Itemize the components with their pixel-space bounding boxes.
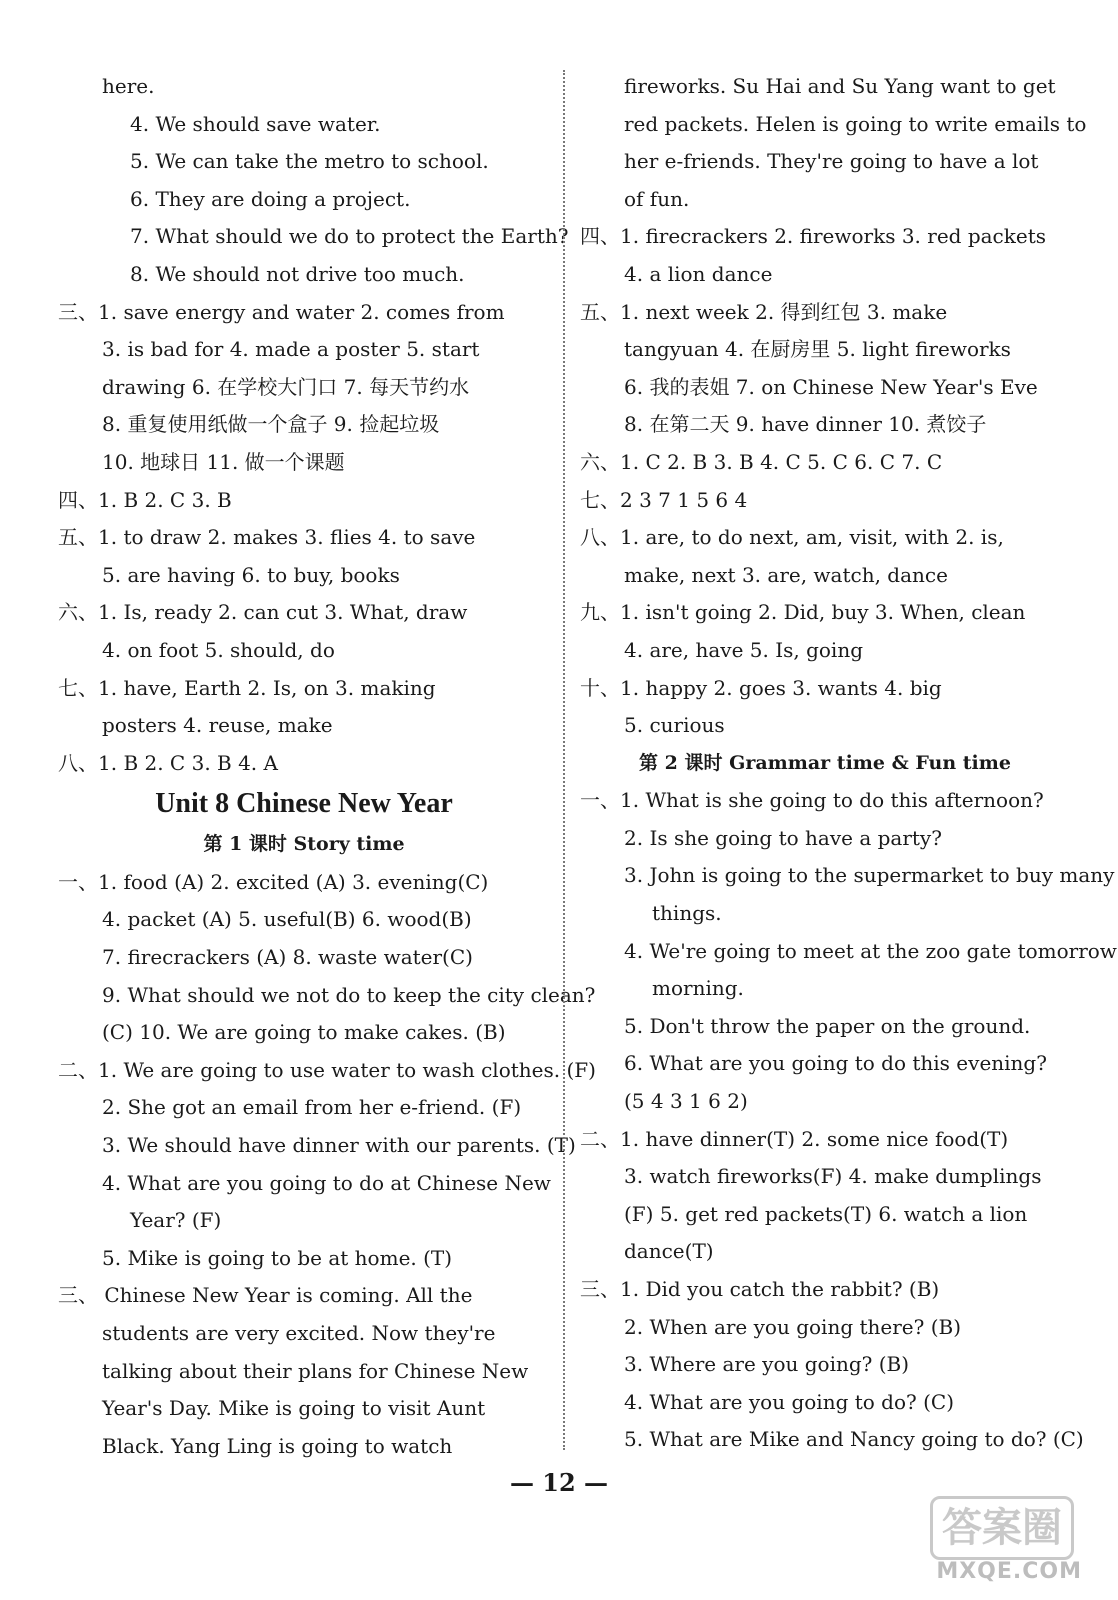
answer-line: 5. curious — [624, 713, 725, 738]
answer-line: 7. What should we do to protect the Earth? — [130, 224, 569, 249]
answer-line: 4. We should save water. — [130, 111, 381, 136]
answer-line: posters 4. reuse, make — [102, 713, 333, 738]
answer-line: 5. are having 6. to buy, books — [102, 562, 400, 587]
right-answers-part1 — [580, 68, 1087, 745]
answer-line: 8. We should not drive too much. — [130, 261, 465, 286]
answer-line: 3. We should have dinner with our parents. (T) — [102, 1133, 576, 1158]
answer-line: 十、1. happy 2. goes 3. wants 4. big — [580, 675, 942, 700]
answer-line: 3. Where are you going? (B) — [624, 1352, 910, 1377]
answer-line: 八、1. are, to do next, am, visit, with 2. is, — [580, 525, 1004, 550]
answer-line: 八、1. B 2. C 3. B 4. A — [58, 750, 278, 775]
answer-line: 三、1. save energy and water 2. comes from — [58, 299, 505, 324]
answer-line: 4. We're going to meet at the zoo gate tomorrow — [624, 938, 1117, 963]
left-answers-part1 — [58, 68, 569, 782]
answer-line: 九、1. isn't going 2. Did, buy 3. When, clean — [580, 600, 1026, 625]
answer-line: 4. are, have 5. Is, going — [624, 637, 864, 662]
answer-line: Year's Day. Mike is going to visit Aunt — [102, 1396, 486, 1421]
answer-line: make, next 3. are, watch, dance — [624, 562, 948, 587]
answer-line: (5 4 3 1 6 2) — [624, 1089, 748, 1114]
answer-line: 6. They are doing a project. — [130, 186, 411, 211]
answer-line: morning. — [652, 976, 744, 1001]
answer-line: red packets. Helen is going to write emails to — [624, 111, 1087, 136]
answer-line: 5. Don't throw the paper on the ground. — [624, 1013, 1031, 1038]
answer-line: 4. a lion dance — [624, 261, 773, 286]
column-divider — [563, 70, 565, 1450]
answer-line: 七、2 3 7 1 5 6 4 — [580, 487, 748, 512]
answer-line: 9. What should we not do to keep the city clean? — [102, 982, 596, 1007]
lesson-2-heading: 第 2 课时 Grammar time & Fun time — [639, 751, 1011, 774]
answer-line: here. — [102, 74, 155, 98]
answer-line: 3. watch fireworks(F) 4. make dumplings — [624, 1164, 1042, 1189]
answer-line: her e-friends. They're going to have a lot — [624, 149, 1039, 174]
answer-line: 4. What are you going to do at Chinese New — [102, 1170, 551, 1195]
answer-line: dance(T) — [624, 1239, 714, 1264]
left-answers-part2 — [58, 864, 596, 1466]
answer-line: 8. 重复使用纸做一个盒子 9. 捡起垃圾 — [102, 412, 440, 437]
answer-line: 二、1. have dinner(T) 2. some nice food(T) — [580, 1126, 1009, 1151]
answer-line: 三、 Chinese New Year is coming. All the — [58, 1283, 473, 1308]
answer-line: (C) 10. We are going to make cakes. (B) — [102, 1020, 506, 1045]
answer-line: 3. John is going to the supermarket to buy many — [624, 863, 1115, 888]
watermark-url: MXQE.COM — [936, 1559, 1082, 1584]
answer-line: (F) 5. get red packets(T) 6. watch a lion — [624, 1201, 1028, 1226]
answer-line: students are very excited. Now they're — [102, 1321, 496, 1345]
page-number: — 12 — — [509, 1468, 609, 1497]
answer-line: 七、1. have, Earth 2. Is, on 3. making — [58, 675, 436, 700]
answer-line: 5. What are Mike and Nancy going to do? (C) — [624, 1427, 1084, 1452]
answer-line: 5. Mike is going to be at home. (T) — [102, 1245, 453, 1270]
answer-line: 五、1. next week 2. 得到红包 3. make — [580, 299, 948, 324]
answer-line: 10. 地球日 11. 做一个课题 — [102, 449, 345, 474]
answer-line: 7. firecrackers (A) 8. waste water(C) — [102, 945, 473, 970]
answer-line: talking about their plans for Chinese New — [102, 1358, 529, 1383]
answer-line: fireworks. Su Hai and Su Yang want to get — [624, 74, 1056, 98]
answer-line: Black. Yang Ling is going to watch — [102, 1433, 453, 1458]
answer-line: Year? (F) — [130, 1208, 222, 1233]
lesson-1-heading: 第 1 课时 Story time — [203, 833, 405, 856]
right-answers-part2 — [580, 782, 1117, 1459]
answer-line: 六、1. C 2. B 3. B 4. C 5. C 6. C 7. C — [580, 449, 943, 474]
answer-line: 6. 我的表姐 7. on Chinese New Year's Eve — [624, 374, 1038, 399]
answer-line: 二、1. We are going to use water to wash clothes. (F) — [58, 1057, 596, 1082]
answer-line: 五、1. to draw 2. makes 3. flies 4. to save — [58, 525, 476, 550]
answer-line: 8. 在第二天 9. have dinner 10. 煮饺子 — [624, 412, 987, 437]
answer-line: 4. on foot 5. should, do — [102, 637, 335, 662]
answer-line: 四、1. B 2. C 3. B — [58, 487, 232, 512]
watermark-logo — [932, 1496, 1082, 1586]
answer-line: 六、1. Is, ready 2. can cut 3. What, draw — [58, 600, 468, 625]
answer-line: 一、1. food (A) 2. excited (A) 3. evening(C) — [58, 869, 489, 894]
unit-title: Unit 8 Chinese New Year — [155, 788, 453, 820]
answer-line: 4. packet (A) 5. useful(B) 6. wood(B) — [102, 907, 472, 932]
answer-line: of fun. — [624, 186, 690, 211]
right-column — [580, 68, 1117, 1459]
answer-line: 2. Is she going to have a party? — [624, 825, 942, 850]
answer-line: 2. She got an email from her e-friend. (F) — [102, 1095, 522, 1120]
answer-line: drawing 6. 在学校大门口 7. 每天节约水 — [102, 374, 470, 399]
answer-line: 5. We can take the metro to school. — [130, 149, 489, 174]
left-column — [58, 68, 596, 1465]
answer-line: 6. What are you going to do this evening? — [624, 1051, 1047, 1076]
answer-line: 3. is bad for 4. made a poster 5. start — [102, 337, 480, 362]
answer-line: things. — [652, 901, 722, 926]
answer-line: 2. When are you going there? (B) — [624, 1314, 962, 1339]
answer-line: 三、1. Did you catch the rabbit? (B) — [580, 1277, 940, 1301]
answer-line: tangyuan 4. 在厨房里 5. light fireworks — [624, 337, 1011, 362]
answer-line: 四、1. firecrackers 2. fireworks 3. red packets — [580, 224, 1047, 249]
watermark-text: 答案圈 — [930, 1496, 1074, 1560]
answer-line: 4. What are you going to do? (C) — [624, 1389, 954, 1414]
answer-line: 一、1. What is she going to do this afternoon? — [580, 788, 1044, 813]
